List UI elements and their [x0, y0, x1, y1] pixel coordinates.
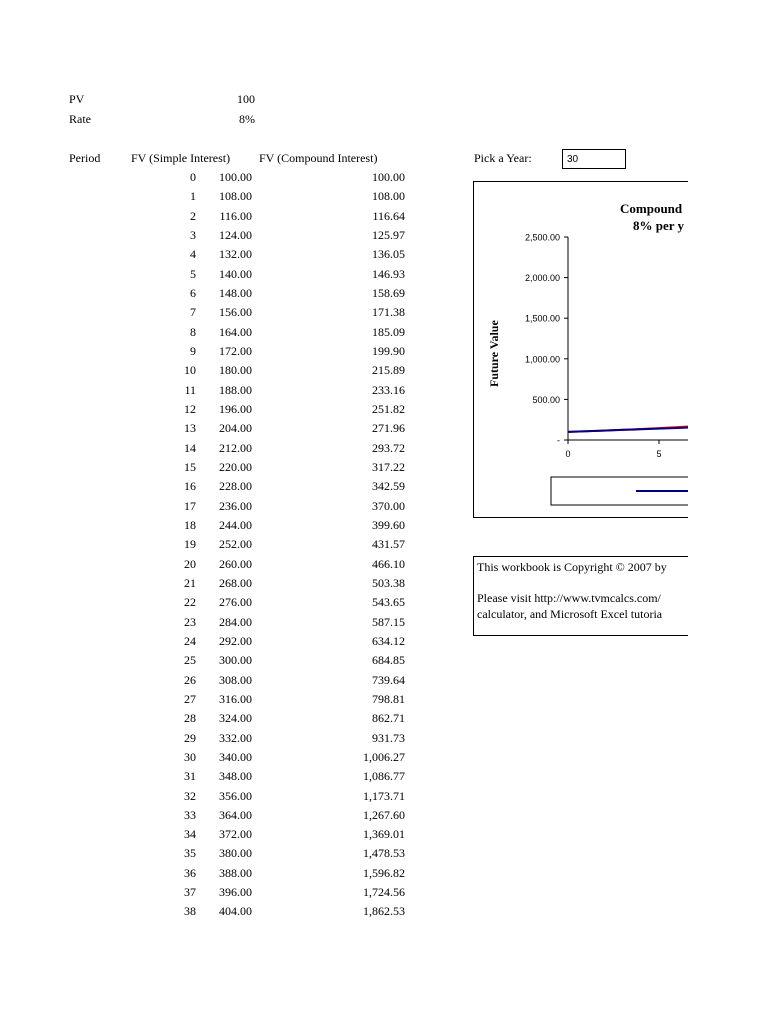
- period-cell: 7: [190, 305, 196, 320]
- table-row: [69, 731, 409, 750]
- compound-interest-cell: 798.81: [372, 691, 405, 706]
- compound-interest-cell: 1,862.53: [363, 904, 405, 919]
- simple-interest-cell: 252.00: [219, 537, 252, 552]
- period-cell: 11: [184, 382, 196, 397]
- period-cell: 30: [184, 749, 196, 764]
- pv-value[interactable]: 100: [237, 92, 255, 106]
- simple-interest-cell: 148.00: [219, 285, 252, 300]
- simple-interest-cell: 156.00: [219, 305, 252, 320]
- pv-label: PV: [69, 92, 85, 106]
- simple-interest-cell: 308.00: [219, 672, 252, 687]
- copyright-line-3: calculator, and Microsoft Excel tutoria: [477, 607, 663, 621]
- compound-interest-cell: 271.96: [372, 421, 405, 436]
- table-row: [69, 344, 409, 363]
- period-cell: 10: [184, 363, 196, 378]
- compound-interest-cell: 684.85: [372, 653, 405, 668]
- compound-interest-cell: 125.97: [372, 227, 405, 242]
- chart-title: Compound: [620, 201, 683, 216]
- simple-interest-cell: 196.00: [219, 401, 252, 416]
- simple-interest-cell: 164.00: [219, 324, 252, 339]
- table-row: [69, 827, 409, 846]
- y-tick-label: 1,000.00: [524, 354, 560, 365]
- period-cell: 36: [184, 865, 196, 880]
- simple-interest-cell: 356.00: [219, 788, 252, 803]
- header-compound-interest: FV (Compound Interest): [259, 151, 378, 165]
- compound-interest-cell: 1,369.01: [363, 827, 405, 842]
- period-cell: 4: [190, 247, 196, 262]
- simple-interest-cell: 140.00: [219, 266, 252, 281]
- pv-row: [69, 92, 259, 112]
- table-row: [69, 421, 409, 440]
- simple-interest-cell: 172.00: [219, 343, 252, 358]
- compound-interest-cell: 1,267.60: [363, 807, 405, 822]
- table-row: [69, 846, 409, 865]
- period-cell: 16: [184, 479, 196, 494]
- table-row: [69, 769, 409, 788]
- page-clip-edge: [688, 0, 768, 1024]
- table-row: [69, 904, 409, 923]
- simple-interest-cell: 244.00: [219, 517, 252, 532]
- period-cell: 37: [184, 885, 196, 900]
- simple-interest-cell: 396.00: [219, 885, 252, 900]
- table-row: [69, 557, 409, 576]
- compound-interest-cell: 587.15: [372, 614, 405, 629]
- compound-interest-cell: 1,006.27: [363, 749, 405, 764]
- table-row: [69, 595, 409, 614]
- copyright-line-1: This workbook is Copyright © 2007 by: [477, 560, 667, 574]
- simple-interest-cell: 108.00: [219, 189, 252, 204]
- period-cell: 27: [184, 691, 196, 706]
- simple-interest-cell: 404.00: [219, 904, 252, 919]
- period-cell: 6: [190, 285, 196, 300]
- table-row: [69, 363, 409, 382]
- table-row: [69, 247, 409, 266]
- parameters-block: [69, 92, 259, 132]
- simple-interest-cell: 332.00: [219, 730, 252, 745]
- table-row: [69, 789, 409, 808]
- compound-interest-cell: 1,086.77: [363, 769, 405, 784]
- compound-interest-cell: 215.89: [372, 363, 405, 378]
- simple-interest-cell: 132.00: [219, 247, 252, 262]
- simple-interest-cell: 124.00: [219, 227, 252, 242]
- table-row: [69, 537, 409, 556]
- table-row: [69, 228, 409, 247]
- compound-interest-cell: 116.64: [372, 208, 405, 223]
- compound-interest-cell: 634.12: [372, 633, 405, 648]
- table-row: [69, 866, 409, 885]
- simple-interest-cell: 364.00: [219, 807, 252, 822]
- table-row: [69, 305, 409, 324]
- simple-interest-cell: 292.00: [219, 633, 252, 648]
- compound-interest-cell: 100.00: [372, 170, 405, 184]
- period-cell: 34: [184, 827, 196, 842]
- period-cell: 13: [184, 421, 196, 436]
- fv-table: [69, 170, 409, 924]
- table-row: [69, 615, 409, 634]
- table-header: [69, 151, 409, 167]
- compound-interest-cell: 1,173.71: [363, 788, 405, 803]
- compound-interest-cell: 739.64: [372, 672, 405, 687]
- simple-interest-cell: 316.00: [219, 691, 252, 706]
- table-row: [69, 673, 409, 692]
- table-row: [69, 383, 409, 402]
- table-row: [69, 576, 409, 595]
- period-cell: 22: [184, 595, 196, 610]
- compound-interest-cell: 146.93: [372, 266, 405, 281]
- rate-row: [69, 112, 259, 132]
- simple-interest-cell: 236.00: [219, 498, 252, 513]
- simple-interest-cell: 204.00: [219, 421, 252, 436]
- compound-interest-cell: 317.22: [372, 459, 405, 474]
- period-cell: 20: [184, 556, 196, 571]
- compound-interest-cell: 931.73: [372, 730, 405, 745]
- compound-interest-cell: 370.00: [372, 498, 405, 513]
- table-row: [69, 750, 409, 769]
- compound-interest-cell: 431.57: [372, 537, 405, 552]
- table-row: [69, 170, 409, 189]
- y-tick-label: -: [557, 435, 560, 446]
- table-row: [69, 499, 409, 518]
- table-row: [69, 808, 409, 827]
- table-row: [69, 885, 409, 904]
- compound-interest-cell: 185.09: [372, 324, 405, 339]
- simple-interest-cell: 276.00: [219, 595, 252, 610]
- header-period: Period: [69, 151, 101, 165]
- y-axis-label: Future Value: [487, 320, 501, 387]
- period-cell: 35: [184, 846, 196, 861]
- simple-interest-cell: 116.00: [219, 208, 252, 223]
- compound-interest-cell: 342.59: [372, 479, 405, 494]
- period-cell: 26: [184, 672, 196, 687]
- header-simple-interest: FV (Simple Interest): [131, 151, 231, 165]
- table-row: [69, 518, 409, 537]
- period-cell: 23: [184, 614, 196, 629]
- period-cell: 0: [190, 170, 196, 184]
- period-cell: 29: [184, 730, 196, 745]
- period-cell: 33: [184, 807, 196, 822]
- simple-interest-cell: 188.00: [219, 382, 252, 397]
- compound-interest-cell: 1,478.53: [363, 846, 405, 861]
- table-row: [69, 402, 409, 421]
- x-tick-label: 0: [565, 449, 571, 459]
- table-row: [69, 267, 409, 286]
- period-cell: 15: [184, 459, 196, 474]
- compound-interest-cell: 503.38: [372, 575, 405, 590]
- table-row: [69, 209, 409, 228]
- x-tick-label: 5: [656, 449, 662, 459]
- period-cell: 21: [184, 575, 196, 590]
- compound-interest-cell: 251.82: [372, 401, 405, 416]
- simple-interest-cell: 380.00: [219, 846, 252, 861]
- simple-interest-cell: 340.00: [219, 749, 252, 764]
- y-tick-label: 2,000.00: [524, 273, 560, 284]
- compound-interest-cell: 199.90: [372, 343, 405, 358]
- period-cell: 14: [184, 440, 196, 455]
- simple-interest-cell: 260.00: [219, 556, 252, 571]
- compound-interest-cell: 399.60: [372, 517, 405, 532]
- compound-interest-cell: 1,596.82: [363, 865, 405, 880]
- period-cell: 2: [190, 208, 196, 223]
- table-row: [69, 325, 409, 344]
- simple-interest-cell: 220.00: [219, 459, 252, 474]
- simple-interest-cell: 268.00: [219, 575, 252, 590]
- period-cell: 9: [190, 343, 196, 358]
- compound-interest-cell: 466.10: [372, 556, 405, 571]
- table-row: [69, 286, 409, 305]
- period-cell: 8: [190, 324, 196, 339]
- table-row: [69, 460, 409, 479]
- copyright-line-2: Please visit http://www.tvmcalcs.com/: [477, 591, 661, 605]
- compound-interest-cell: 233.16: [372, 382, 405, 397]
- simple-interest-cell: 324.00: [219, 711, 252, 726]
- simple-interest-cell: 284.00: [219, 614, 252, 629]
- period-cell: 32: [184, 788, 196, 803]
- table-row: [69, 653, 409, 672]
- table-row: [69, 189, 409, 208]
- period-cell: 18: [184, 517, 196, 532]
- period-cell: 31: [184, 769, 196, 784]
- period-cell: 12: [184, 401, 196, 416]
- simple-interest-cell: 300.00: [219, 653, 252, 668]
- period-cell: 3: [190, 227, 196, 242]
- simple-interest-cell: 100.00: [219, 170, 252, 184]
- table-row: [69, 711, 409, 730]
- simple-interest-cell: 348.00: [219, 769, 252, 784]
- simple-interest-cell: 212.00: [219, 440, 252, 455]
- simple-interest-cell: 228.00: [219, 479, 252, 494]
- table-row: [69, 692, 409, 711]
- rate-value[interactable]: 8%: [239, 112, 255, 126]
- compound-interest-cell: 108.00: [372, 189, 405, 204]
- compound-interest-cell: 158.69: [372, 285, 405, 300]
- compound-interest-cell: 862.71: [372, 711, 405, 726]
- period-cell: 19: [184, 537, 196, 552]
- simple-interest-cell: 180.00: [219, 363, 252, 378]
- compound-interest-cell: 543.65: [372, 595, 405, 610]
- table-row: [69, 479, 409, 498]
- y-tick-label: 500.00: [532, 394, 560, 405]
- table-row: [69, 634, 409, 653]
- period-cell: 5: [190, 266, 196, 281]
- period-cell: 17: [184, 498, 196, 513]
- period-cell: 1: [190, 189, 196, 204]
- compound-interest-cell: 171.38: [372, 305, 405, 320]
- simple-interest-cell: 372.00: [219, 827, 252, 842]
- compound-interest-cell: 136.05: [372, 247, 405, 262]
- y-tick-label: 2,500.00: [524, 232, 560, 243]
- period-cell: 25: [184, 653, 196, 668]
- rate-label: Rate: [69, 112, 91, 126]
- period-cell: 28: [184, 711, 196, 726]
- table-row: [69, 441, 409, 460]
- period-cell: 38: [184, 904, 196, 919]
- pick-year-label: Pick a Year:: [474, 151, 532, 165]
- chart-subtitle: 8% per y: [633, 218, 685, 233]
- period-cell: 24: [184, 633, 196, 648]
- simple-interest-cell: 388.00: [219, 865, 252, 880]
- y-tick-label: 1,500.00: [524, 313, 560, 324]
- pick-year-input[interactable]: [562, 149, 626, 169]
- compound-interest-cell: 293.72: [372, 440, 405, 455]
- compound-interest-cell: 1,724.56: [363, 885, 405, 900]
